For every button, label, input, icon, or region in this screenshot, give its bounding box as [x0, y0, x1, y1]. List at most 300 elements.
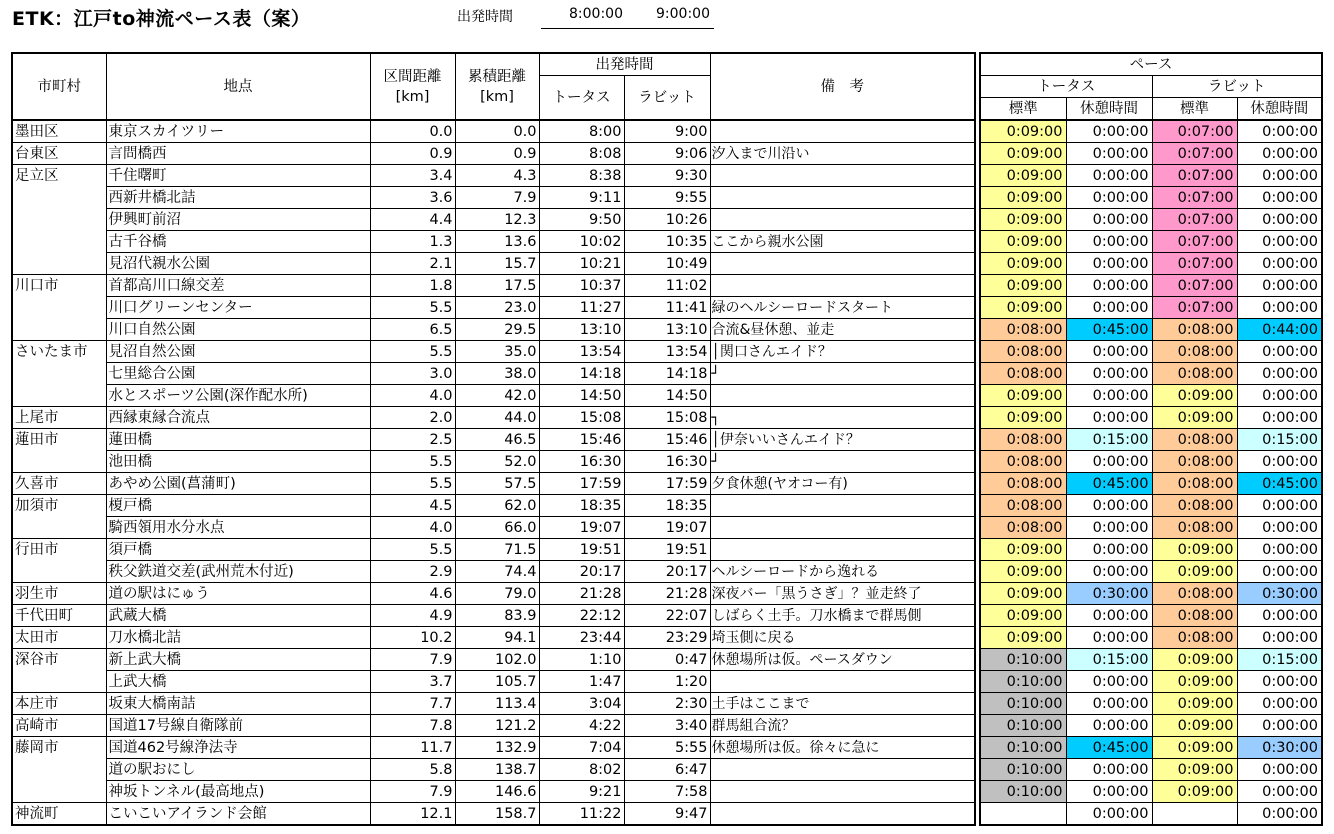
tortoise-rest-cell[interactable]: 0:00:00	[1066, 297, 1152, 319]
remarks-cell[interactable]: 休憩場所は仮。徐々に急に	[710, 737, 975, 759]
tortoise-rest-cell[interactable]: 0:00:00	[1066, 605, 1152, 627]
rabbit-rest-cell[interactable]: 0:00:00	[1237, 407, 1322, 429]
rabbit-departure-cell[interactable]: 10:35	[624, 231, 710, 253]
point-cell[interactable]: 池田橋	[106, 451, 370, 473]
municipality-cell[interactable]: 藤岡市	[12, 737, 106, 759]
remarks-cell[interactable]: ヘルシーロードから逸れる	[710, 561, 975, 583]
tortoise-departure-cell[interactable]: 8:02	[539, 759, 624, 781]
rabbit-departure-cell[interactable]: 10:26	[624, 209, 710, 231]
cumulative-distance-cell[interactable]: 29.5	[455, 319, 539, 341]
point-cell[interactable]: 刀水橋北詰	[106, 627, 370, 649]
rabbit-standard-cell[interactable]: 0:09:00	[1152, 715, 1237, 737]
cumulative-distance-cell[interactable]: 4.3	[455, 165, 539, 187]
cumulative-distance-cell[interactable]: 146.6	[455, 781, 539, 803]
rabbit-departure-cell[interactable]: 11:02	[624, 275, 710, 297]
rabbit-rest-cell[interactable]: 0:00:00	[1237, 165, 1322, 187]
point-cell[interactable]: 上武大橋	[106, 671, 370, 693]
tortoise-standard-cell[interactable]: 0:09:00	[980, 253, 1066, 275]
municipality-cell[interactable]: 蓮田市	[12, 429, 106, 451]
rabbit-rest-cell[interactable]: 0:30:00	[1237, 583, 1322, 605]
point-cell[interactable]: こいこいアイランド会館	[106, 803, 370, 826]
remarks-cell[interactable]	[710, 253, 975, 275]
section-distance-cell[interactable]: 6.5	[370, 319, 455, 341]
tortoise-rest-cell[interactable]: 0:00:00	[1066, 539, 1152, 561]
remarks-cell[interactable]: 群馬組合流？	[710, 715, 975, 737]
municipality-cell[interactable]: 深谷市	[12, 649, 106, 671]
rabbit-rest-cell[interactable]: 0:00:00	[1237, 781, 1322, 803]
rabbit-rest-cell[interactable]: 0:15:00	[1237, 649, 1322, 671]
cumulative-distance-cell[interactable]: 158.7	[455, 803, 539, 826]
section-distance-cell[interactable]: 12.1	[370, 803, 455, 826]
cumulative-distance-cell[interactable]: 94.1	[455, 627, 539, 649]
cumulative-distance-cell[interactable]: 44.0	[455, 407, 539, 429]
section-distance-cell[interactable]: 4.5	[370, 495, 455, 517]
point-cell[interactable]: 水とスポーツ公園(深作配水所)	[106, 385, 370, 407]
rabbit-departure-cell[interactable]: 20:17	[624, 561, 710, 583]
rabbit-departure-cell[interactable]: 19:07	[624, 517, 710, 539]
point-cell[interactable]: 国道462号線浄法寺	[106, 737, 370, 759]
tortoise-standard-cell[interactable]: 0:09:00	[980, 209, 1066, 231]
remarks-cell[interactable]: 汐入まで川沿い	[710, 143, 975, 165]
point-cell[interactable]: 古千谷橋	[106, 231, 370, 253]
tortoise-standard-cell[interactable]: 0:09:00	[980, 231, 1066, 253]
rabbit-departure-cell[interactable]: 0:47	[624, 649, 710, 671]
remarks-cell[interactable]	[710, 385, 975, 407]
point-cell[interactable]: 新上武大橋	[106, 649, 370, 671]
rabbit-rest-cell[interactable]: 0:00:00	[1237, 187, 1322, 209]
rabbit-standard-cell[interactable]	[1152, 803, 1237, 826]
cumulative-distance-cell[interactable]: 12.3	[455, 209, 539, 231]
tortoise-standard-cell[interactable]: 0:08:00	[980, 341, 1066, 363]
rabbit-rest-cell[interactable]: 0:00:00	[1237, 231, 1322, 253]
section-distance-cell[interactable]: 1.8	[370, 275, 455, 297]
cumulative-distance-cell[interactable]: 13.6	[455, 231, 539, 253]
cumulative-distance-cell[interactable]: 121.2	[455, 715, 539, 737]
section-distance-cell[interactable]: 2.1	[370, 253, 455, 275]
rabbit-rest-cell[interactable]: 0:00:00	[1237, 671, 1322, 693]
cumulative-distance-cell[interactable]: 74.4	[455, 561, 539, 583]
rabbit-standard-cell[interactable]: 0:09:00	[1152, 561, 1237, 583]
tortoise-departure-cell[interactable]: 9:21	[539, 781, 624, 803]
tortoise-rest-cell[interactable]: 0:00:00	[1066, 781, 1152, 803]
tortoise-rest-cell[interactable]: 0:45:00	[1066, 319, 1152, 341]
rabbit-standard-cell[interactable]: 0:07:00	[1152, 165, 1237, 187]
tortoise-departure-cell[interactable]: 16:30	[539, 451, 624, 473]
municipality-cell[interactable]: さいたま市	[12, 341, 106, 363]
remarks-cell[interactable]: │関口さんエイド？	[710, 341, 975, 363]
tortoise-standard-cell[interactable]: 0:08:00	[980, 451, 1066, 473]
point-cell[interactable]: 西新井橋北詰	[106, 187, 370, 209]
rabbit-departure-cell[interactable]: 9:06	[624, 143, 710, 165]
tortoise-departure-cell[interactable]: 11:22	[539, 803, 624, 826]
tortoise-departure-cell[interactable]: 1:47	[539, 671, 624, 693]
remarks-cell[interactable]: ┘	[710, 363, 975, 385]
tortoise-standard-cell[interactable]: 0:10:00	[980, 715, 1066, 737]
rabbit-standard-cell[interactable]: 0:07:00	[1152, 120, 1237, 143]
section-distance-cell[interactable]: 4.0	[370, 385, 455, 407]
cumulative-distance-cell[interactable]: 52.0	[455, 451, 539, 473]
rabbit-standard-cell[interactable]: 0:09:00	[1152, 759, 1237, 781]
tortoise-rest-cell[interactable]: 0:00:00	[1066, 715, 1152, 737]
rabbit-standard-cell[interactable]: 0:08:00	[1152, 605, 1237, 627]
tortoise-rest-cell[interactable]: 0:45:00	[1066, 737, 1152, 759]
tortoise-departure-cell[interactable]: 19:07	[539, 517, 624, 539]
start-time-tortoise[interactable]: 8:00:00	[569, 6, 623, 22]
tortoise-standard-cell[interactable]: 0:10:00	[980, 693, 1066, 715]
tortoise-rest-cell[interactable]: 0:30:00	[1066, 583, 1152, 605]
tortoise-rest-cell[interactable]: 0:00:00	[1066, 561, 1152, 583]
municipality-cell[interactable]	[12, 319, 106, 341]
rabbit-departure-cell[interactable]: 19:51	[624, 539, 710, 561]
tortoise-standard-cell[interactable]: 0:09:00	[980, 120, 1066, 143]
cumulative-distance-cell[interactable]: 15.7	[455, 253, 539, 275]
cumulative-distance-cell[interactable]: 35.0	[455, 341, 539, 363]
remarks-cell[interactable]	[710, 517, 975, 539]
rabbit-departure-cell[interactable]: 21:28	[624, 583, 710, 605]
section-distance-cell[interactable]: 5.5	[370, 341, 455, 363]
tortoise-standard-cell[interactable]: 0:09:00	[980, 561, 1066, 583]
municipality-cell[interactable]	[12, 561, 106, 583]
section-distance-cell[interactable]: 3.4	[370, 165, 455, 187]
point-cell[interactable]: 武蔵大橋	[106, 605, 370, 627]
point-cell[interactable]: 秩父鉄道交差(武州荒木付近)	[106, 561, 370, 583]
municipality-cell[interactable]	[12, 385, 106, 407]
tortoise-rest-cell[interactable]: 0:00:00	[1066, 671, 1152, 693]
rabbit-departure-cell[interactable]: 10:49	[624, 253, 710, 275]
tortoise-rest-cell[interactable]: 0:00:00	[1066, 120, 1152, 143]
tortoise-rest-cell[interactable]: 0:00:00	[1066, 143, 1152, 165]
tortoise-standard-cell[interactable]: 0:09:00	[980, 187, 1066, 209]
remarks-cell[interactable]: ┘	[710, 451, 975, 473]
cumulative-distance-cell[interactable]: 138.7	[455, 759, 539, 781]
section-distance-cell[interactable]: 4.9	[370, 605, 455, 627]
rabbit-standard-cell[interactable]: 0:07:00	[1152, 143, 1237, 165]
rabbit-standard-cell[interactable]: 0:08:00	[1152, 429, 1237, 451]
rabbit-standard-cell[interactable]: 0:08:00	[1152, 341, 1237, 363]
tortoise-standard-cell[interactable]: 0:09:00	[980, 165, 1066, 187]
tortoise-standard-cell[interactable]: 0:08:00	[980, 319, 1066, 341]
rabbit-standard-cell[interactable]: 0:08:00	[1152, 583, 1237, 605]
rabbit-departure-cell[interactable]: 9:00	[624, 120, 710, 143]
tortoise-rest-cell[interactable]: 0:00:00	[1066, 627, 1152, 649]
municipality-cell[interactable]: 高崎市	[12, 715, 106, 737]
tortoise-rest-cell[interactable]: 0:00:00	[1066, 253, 1152, 275]
tortoise-rest-cell[interactable]: 0:15:00	[1066, 429, 1152, 451]
rabbit-rest-cell[interactable]: 0:00:00	[1237, 693, 1322, 715]
tortoise-rest-cell[interactable]: 0:00:00	[1066, 693, 1152, 715]
rabbit-rest-cell[interactable]: 0:15:00	[1237, 429, 1322, 451]
rabbit-standard-cell[interactable]: 0:09:00	[1152, 649, 1237, 671]
remarks-cell[interactable]: 合流&昼休憩、並走	[710, 319, 975, 341]
rabbit-standard-cell[interactable]: 0:07:00	[1152, 275, 1237, 297]
tortoise-departure-cell[interactable]: 10:02	[539, 231, 624, 253]
rabbit-standard-cell[interactable]: 0:07:00	[1152, 187, 1237, 209]
rabbit-departure-cell[interactable]: 16:30	[624, 451, 710, 473]
section-distance-cell[interactable]: 0.0	[370, 120, 455, 143]
section-distance-cell[interactable]: 7.9	[370, 781, 455, 803]
cumulative-distance-cell[interactable]: 42.0	[455, 385, 539, 407]
remarks-cell[interactable]	[710, 209, 975, 231]
section-distance-cell[interactable]: 2.9	[370, 561, 455, 583]
tortoise-standard-cell[interactable]: 0:08:00	[980, 517, 1066, 539]
tortoise-standard-cell[interactable]: 0:10:00	[980, 759, 1066, 781]
tortoise-departure-cell[interactable]: 14:50	[539, 385, 624, 407]
rabbit-departure-cell[interactable]: 1:20	[624, 671, 710, 693]
point-cell[interactable]: 川口グリーンセンター	[106, 297, 370, 319]
remarks-cell[interactable]	[710, 120, 975, 143]
tortoise-standard-cell[interactable]: 0:09:00	[980, 275, 1066, 297]
rabbit-rest-cell[interactable]: 0:00:00	[1237, 209, 1322, 231]
rabbit-rest-cell[interactable]: 0:00:00	[1237, 120, 1322, 143]
rabbit-rest-cell[interactable]: 0:30:00	[1237, 737, 1322, 759]
tortoise-rest-cell[interactable]: 0:00:00	[1066, 209, 1152, 231]
municipality-cell[interactable]: 川口市	[12, 275, 106, 297]
tortoise-departure-cell[interactable]: 4:22	[539, 715, 624, 737]
point-cell[interactable]: 西縁東縁合流点	[106, 407, 370, 429]
rabbit-rest-cell[interactable]: 0:00:00	[1237, 517, 1322, 539]
remarks-cell[interactable]: 休憩場所は仮。ペースダウン	[710, 649, 975, 671]
municipality-cell[interactable]	[12, 187, 106, 209]
tortoise-departure-cell[interactable]: 11:27	[539, 297, 624, 319]
rabbit-departure-cell[interactable]: 2:30	[624, 693, 710, 715]
cumulative-distance-cell[interactable]: 38.0	[455, 363, 539, 385]
tortoise-departure-cell[interactable]: 20:17	[539, 561, 624, 583]
tortoise-departure-cell[interactable]: 13:10	[539, 319, 624, 341]
remarks-cell[interactable]	[710, 539, 975, 561]
rabbit-standard-cell[interactable]: 0:08:00	[1152, 627, 1237, 649]
rabbit-departure-cell[interactable]: 23:29	[624, 627, 710, 649]
point-cell[interactable]: 国道17号線自衛隊前	[106, 715, 370, 737]
remarks-cell[interactable]: 夕食休憩(ヤオコー有)	[710, 473, 975, 495]
tortoise-departure-cell[interactable]: 7:04	[539, 737, 624, 759]
point-cell[interactable]: 榎戸橋	[106, 495, 370, 517]
rabbit-standard-cell[interactable]: 0:07:00	[1152, 297, 1237, 319]
section-distance-cell[interactable]: 3.6	[370, 187, 455, 209]
section-distance-cell[interactable]: 0.9	[370, 143, 455, 165]
point-cell[interactable]: 見沼自然公園	[106, 341, 370, 363]
municipality-cell[interactable]	[12, 363, 106, 385]
rabbit-standard-cell[interactable]: 0:09:00	[1152, 671, 1237, 693]
point-cell[interactable]: 言問橋西	[106, 143, 370, 165]
municipality-cell[interactable]: 墨田区	[12, 120, 106, 143]
section-distance-cell[interactable]: 5.8	[370, 759, 455, 781]
tortoise-departure-cell[interactable]: 18:35	[539, 495, 624, 517]
tortoise-standard-cell[interactable]: 0:09:00	[980, 385, 1066, 407]
municipality-cell[interactable]: 千代田町	[12, 605, 106, 627]
tortoise-rest-cell[interactable]: 0:00:00	[1066, 187, 1152, 209]
municipality-cell[interactable]	[12, 781, 106, 803]
tortoise-rest-cell[interactable]: 0:00:00	[1066, 341, 1152, 363]
tortoise-rest-cell[interactable]: 0:15:00	[1066, 649, 1152, 671]
rabbit-rest-cell[interactable]: 0:00:00	[1237, 715, 1322, 737]
rabbit-rest-cell[interactable]: 0:00:00	[1237, 253, 1322, 275]
rabbit-rest-cell[interactable]: 0:00:00	[1237, 363, 1322, 385]
cumulative-distance-cell[interactable]: 7.9	[455, 187, 539, 209]
municipality-cell[interactable]: 足立区	[12, 165, 106, 187]
remarks-cell[interactable]: 埼玉側に戻る	[710, 627, 975, 649]
cumulative-distance-cell[interactable]: 0.9	[455, 143, 539, 165]
rabbit-rest-cell[interactable]: 0:44:00	[1237, 319, 1322, 341]
tortoise-departure-cell[interactable]: 21:28	[539, 583, 624, 605]
tortoise-rest-cell[interactable]: 0:45:00	[1066, 473, 1152, 495]
municipality-cell[interactable]: 神流町	[12, 803, 106, 826]
tortoise-rest-cell[interactable]: 0:00:00	[1066, 385, 1152, 407]
municipality-cell[interactable]	[12, 231, 106, 253]
remarks-cell[interactable]: しばらく土手。刀水橋まで群馬側	[710, 605, 975, 627]
remarks-cell[interactable]: 緑のヘルシーロードスタート	[710, 297, 975, 319]
remarks-cell[interactable]: │伊奈いいさんエイド？	[710, 429, 975, 451]
rabbit-rest-cell[interactable]: 0:00:00	[1237, 605, 1322, 627]
section-distance-cell[interactable]: 11.7	[370, 737, 455, 759]
tortoise-departure-cell[interactable]: 8:08	[539, 143, 624, 165]
point-cell[interactable]: 蓮田橋	[106, 429, 370, 451]
tortoise-standard-cell[interactable]: 0:09:00	[980, 407, 1066, 429]
section-distance-cell[interactable]: 5.5	[370, 539, 455, 561]
tortoise-departure-cell[interactable]: 19:51	[539, 539, 624, 561]
tortoise-departure-cell[interactable]: 14:18	[539, 363, 624, 385]
municipality-cell[interactable]: 行田市	[12, 539, 106, 561]
tortoise-standard-cell[interactable]: 0:08:00	[980, 473, 1066, 495]
municipality-cell[interactable]	[12, 671, 106, 693]
tortoise-departure-cell[interactable]: 15:46	[539, 429, 624, 451]
rabbit-rest-cell[interactable]: 0:00:00	[1237, 451, 1322, 473]
tortoise-departure-cell[interactable]: 10:21	[539, 253, 624, 275]
point-cell[interactable]: 七里総合公園	[106, 363, 370, 385]
rabbit-rest-cell[interactable]: 0:00:00	[1237, 803, 1322, 826]
remarks-cell[interactable]	[710, 671, 975, 693]
tortoise-departure-cell[interactable]: 3:04	[539, 693, 624, 715]
tortoise-departure-cell[interactable]: 15:08	[539, 407, 624, 429]
start-time-rabbit[interactable]: 9:00:00	[656, 6, 710, 22]
remarks-cell[interactable]: 深夜バー「黒うさぎ」？並走終了	[710, 583, 975, 605]
rabbit-standard-cell[interactable]: 0:08:00	[1152, 473, 1237, 495]
tortoise-departure-cell[interactable]: 23:44	[539, 627, 624, 649]
section-distance-cell[interactable]: 3.7	[370, 671, 455, 693]
tortoise-departure-cell[interactable]: 8:38	[539, 165, 624, 187]
remarks-cell[interactable]	[710, 781, 975, 803]
remarks-cell[interactable]	[710, 803, 975, 826]
rabbit-departure-cell[interactable]: 15:46	[624, 429, 710, 451]
section-distance-cell[interactable]: 10.2	[370, 627, 455, 649]
remarks-cell[interactable]: 土手はここまで	[710, 693, 975, 715]
point-cell[interactable]: 騎西領用水分水点	[106, 517, 370, 539]
tortoise-rest-cell[interactable]: 0:00:00	[1066, 231, 1152, 253]
remarks-cell[interactable]	[710, 275, 975, 297]
cumulative-distance-cell[interactable]: 105.7	[455, 671, 539, 693]
tortoise-departure-cell[interactable]: 13:54	[539, 341, 624, 363]
tortoise-departure-cell[interactable]: 8:00	[539, 120, 624, 143]
remarks-cell[interactable]	[710, 495, 975, 517]
tortoise-departure-cell[interactable]: 22:12	[539, 605, 624, 627]
tortoise-departure-cell[interactable]: 17:59	[539, 473, 624, 495]
cumulative-distance-cell[interactable]: 23.0	[455, 297, 539, 319]
rabbit-standard-cell[interactable]: 0:08:00	[1152, 363, 1237, 385]
rabbit-departure-cell[interactable]: 7:58	[624, 781, 710, 803]
cumulative-distance-cell[interactable]: 71.5	[455, 539, 539, 561]
section-distance-cell[interactable]: 2.0	[370, 407, 455, 429]
rabbit-standard-cell[interactable]: 0:07:00	[1152, 231, 1237, 253]
rabbit-departure-cell[interactable]: 17:59	[624, 473, 710, 495]
section-distance-cell[interactable]: 5.5	[370, 473, 455, 495]
section-distance-cell[interactable]: 7.7	[370, 693, 455, 715]
rabbit-departure-cell[interactable]: 14:18	[624, 363, 710, 385]
tortoise-standard-cell[interactable]: 0:08:00	[980, 363, 1066, 385]
cumulative-distance-cell[interactable]: 57.5	[455, 473, 539, 495]
cumulative-distance-cell[interactable]: 102.0	[455, 649, 539, 671]
tortoise-rest-cell[interactable]: 0:00:00	[1066, 407, 1152, 429]
municipality-cell[interactable]: 太田市	[12, 627, 106, 649]
municipality-cell[interactable]	[12, 253, 106, 275]
rabbit-departure-cell[interactable]: 22:07	[624, 605, 710, 627]
tortoise-rest-cell[interactable]: 0:00:00	[1066, 363, 1152, 385]
rabbit-standard-cell[interactable]: 0:07:00	[1152, 253, 1237, 275]
rabbit-standard-cell[interactable]: 0:08:00	[1152, 517, 1237, 539]
cumulative-distance-cell[interactable]: 17.5	[455, 275, 539, 297]
rabbit-departure-cell[interactable]: 15:08	[624, 407, 710, 429]
point-cell[interactable]: 道の駅はにゅう	[106, 583, 370, 605]
rabbit-departure-cell[interactable]: 9:47	[624, 803, 710, 826]
cumulative-distance-cell[interactable]: 83.9	[455, 605, 539, 627]
municipality-cell[interactable]	[12, 517, 106, 539]
point-cell[interactable]: 千住曙町	[106, 165, 370, 187]
rabbit-standard-cell[interactable]: 0:08:00	[1152, 319, 1237, 341]
section-distance-cell[interactable]: 4.4	[370, 209, 455, 231]
section-distance-cell[interactable]: 7.9	[370, 649, 455, 671]
section-distance-cell[interactable]: 7.8	[370, 715, 455, 737]
rabbit-rest-cell[interactable]: 0:45:00	[1237, 473, 1322, 495]
rabbit-departure-cell[interactable]: 13:54	[624, 341, 710, 363]
rabbit-rest-cell[interactable]: 0:00:00	[1237, 495, 1322, 517]
rabbit-standard-cell[interactable]: 0:09:00	[1152, 385, 1237, 407]
rabbit-standard-cell[interactable]: 0:09:00	[1152, 407, 1237, 429]
tortoise-departure-cell[interactable]: 10:37	[539, 275, 624, 297]
point-cell[interactable]: 道の駅おにし	[106, 759, 370, 781]
rabbit-departure-cell[interactable]: 3:40	[624, 715, 710, 737]
rabbit-standard-cell[interactable]: 0:08:00	[1152, 451, 1237, 473]
rabbit-rest-cell[interactable]: 0:00:00	[1237, 385, 1322, 407]
rabbit-rest-cell[interactable]: 0:00:00	[1237, 627, 1322, 649]
rabbit-departure-cell[interactable]: 13:10	[624, 319, 710, 341]
rabbit-rest-cell[interactable]: 0:00:00	[1237, 275, 1322, 297]
tortoise-rest-cell[interactable]: 0:00:00	[1066, 517, 1152, 539]
point-cell[interactable]: 見沼代親水公園	[106, 253, 370, 275]
cumulative-distance-cell[interactable]: 79.0	[455, 583, 539, 605]
tortoise-standard-cell[interactable]: 0:10:00	[980, 671, 1066, 693]
rabbit-rest-cell[interactable]: 0:00:00	[1237, 561, 1322, 583]
tortoise-rest-cell[interactable]: 0:00:00	[1066, 495, 1152, 517]
remarks-cell[interactable]: ここから親水公園	[710, 231, 975, 253]
rabbit-standard-cell[interactable]: 0:09:00	[1152, 693, 1237, 715]
rabbit-standard-cell[interactable]: 0:07:00	[1152, 209, 1237, 231]
section-distance-cell[interactable]: 3.0	[370, 363, 455, 385]
rabbit-standard-cell[interactable]: 0:08:00	[1152, 495, 1237, 517]
municipality-cell[interactable]: 羽生市	[12, 583, 106, 605]
remarks-cell[interactable]	[710, 165, 975, 187]
section-distance-cell[interactable]: 4.6	[370, 583, 455, 605]
municipality-cell[interactable]	[12, 297, 106, 319]
remarks-cell[interactable]: ┐	[710, 407, 975, 429]
point-cell[interactable]: 川口自然公園	[106, 319, 370, 341]
municipality-cell[interactable]	[12, 451, 106, 473]
tortoise-standard-cell[interactable]: 0:09:00	[980, 627, 1066, 649]
rabbit-departure-cell[interactable]: 18:35	[624, 495, 710, 517]
section-distance-cell[interactable]: 5.5	[370, 297, 455, 319]
point-cell[interactable]: あやめ公園(菖蒲町)	[106, 473, 370, 495]
rabbit-departure-cell[interactable]: 11:41	[624, 297, 710, 319]
rabbit-departure-cell[interactable]: 5:55	[624, 737, 710, 759]
section-distance-cell[interactable]: 4.0	[370, 517, 455, 539]
tortoise-rest-cell[interactable]: 0:00:00	[1066, 803, 1152, 826]
